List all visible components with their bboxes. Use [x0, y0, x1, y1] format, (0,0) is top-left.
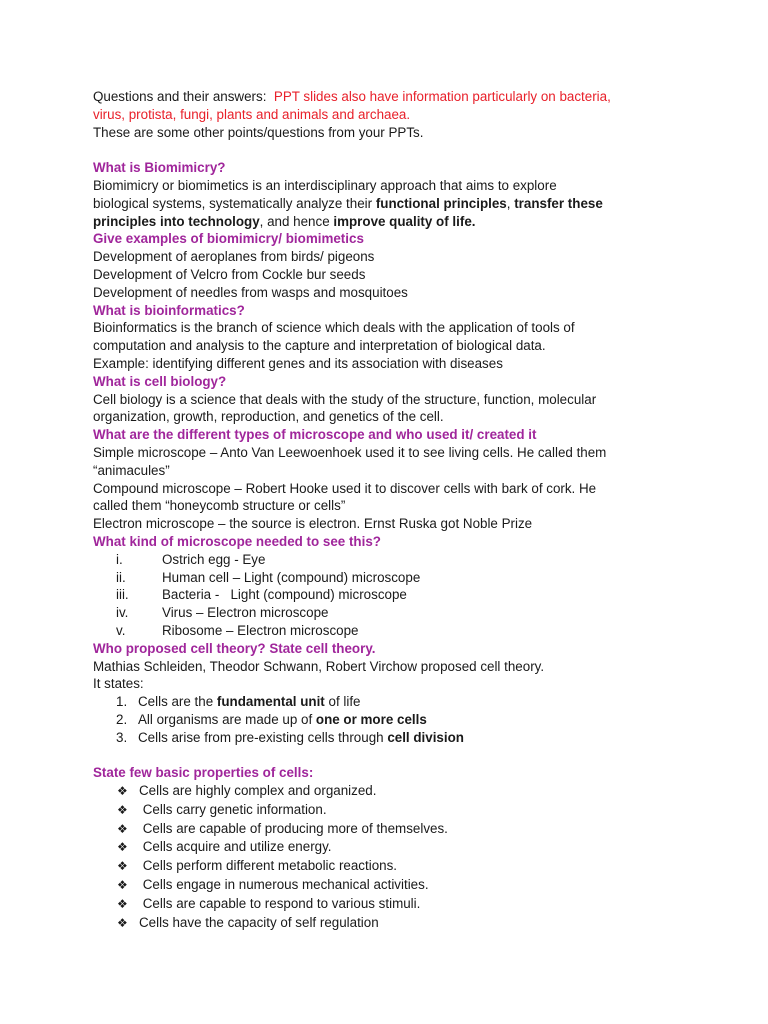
bullet-text: Cells acquire and utilize energy.	[139, 839, 332, 855]
diamond-bullet-icon: ❖	[117, 784, 128, 799]
list-text: Ostrich egg - Eye	[162, 551, 266, 567]
bullet-list-item	[93, 895, 708, 914]
numbered-list-item	[93, 729, 708, 747]
question-cell-properties: State few basic properties of cells:	[93, 765, 314, 781]
question-microscopes: What are the different types of microscope and who used it/ created it	[93, 427, 537, 443]
answer-bold: transfer these	[514, 195, 603, 211]
diamond-bullet-icon: ❖	[117, 915, 128, 930]
list-text: Cells are the	[138, 694, 217, 710]
answer-line: Bioinformatics is the branch of science which deals with the application of tools of	[93, 320, 575, 336]
numbered-list-item	[93, 711, 708, 729]
properties-list	[93, 782, 708, 932]
numbered-list-item	[93, 693, 708, 711]
list-text: Cells arise from pre-existing cells through	[138, 729, 388, 745]
diamond-bullet-icon: ❖	[117, 840, 128, 855]
list-text: Human cell – Light (compound) microscope	[162, 569, 421, 585]
list-numeral: ii.	[116, 569, 126, 585]
bullet-text: Cells are highly complex and organized.	[139, 783, 377, 799]
bullet-text: Cells are capable of producing more of themselves.	[139, 820, 448, 836]
list-bold: fundamental unit	[216, 694, 325, 710]
list-numeral: v.	[116, 622, 126, 638]
diamond-bullet-icon: ❖	[117, 878, 128, 893]
answer-line: Compound microscope – Robert Hooke used it to discover cells with bark of cork. He	[93, 480, 597, 496]
bullet-text: Cells engage in numerous mechanical activities.	[139, 877, 429, 893]
answer-line: Electron microscope – the source is electron. Ernst Ruska got Noble Prize	[93, 516, 533, 532]
bullet-text: Cells are capable to respond to various stimuli.	[139, 895, 421, 911]
list-text: Ribosome – Electron microscope	[162, 622, 359, 638]
answer-line: “animacules”	[93, 462, 170, 478]
list-number: 1.	[116, 694, 128, 710]
bullet-list-item	[93, 782, 708, 801]
example-line: Development of aeroplanes from birds/ pigeons	[93, 249, 375, 265]
spacer	[93, 141, 708, 159]
list-text: of life	[324, 694, 361, 710]
list-numeral: i.	[116, 551, 123, 567]
answer-line: organization, growth, reproduction, and genetics of the cell.	[93, 409, 444, 425]
question-microscope-kind: What kind of microscope needed to see this?	[93, 533, 381, 549]
list-number: 3.	[116, 729, 128, 745]
diamond-bullet-icon: ❖	[117, 859, 128, 874]
diamond-bullet-icon: ❖	[117, 802, 128, 817]
answer-line: Example: identifying different genes and its association with diseases	[93, 355, 503, 371]
spacer	[93, 746, 708, 764]
list-text: All organisms are made up of	[138, 711, 316, 727]
list-bold: one or more cells	[315, 711, 427, 727]
answer-text: biological systems, systematically analyze their	[93, 195, 376, 211]
bullet-text: Cells perform different metabolic reactions.	[139, 858, 398, 874]
diamond-bullet-icon: ❖	[117, 896, 128, 911]
question-cell-theory: Who proposed cell theory? State cell theory.	[93, 640, 376, 656]
bullet-list-item	[93, 876, 708, 895]
intro-note-2: virus, protista, fungi, plants and animals and archaea.	[93, 106, 411, 122]
bullet-text: Cells have the capacity of self regulation	[139, 914, 379, 930]
answer-line: Cell biology is a science that deals with the study of the structure, function, molecular	[93, 391, 597, 407]
question-examples: Give examples of biomimicry/ biomimetics	[93, 231, 364, 247]
intro-line-1	[93, 88, 708, 106]
list-bold: cell division	[387, 729, 464, 745]
question-bioinformatics: What is bioinformatics?	[93, 302, 245, 318]
intro-lead: Questions and their answers:	[93, 89, 267, 104]
bullet-text: Cells carry genetic information.	[139, 801, 327, 817]
answer-bold: functional principles	[375, 195, 507, 211]
answer-line: called them “honeycomb structure or cells”	[93, 498, 346, 514]
answer-line	[93, 195, 708, 213]
answer-line: computation and analysis to the capture and interpretation of biological data.	[93, 338, 546, 354]
roman-list-item	[93, 569, 708, 587]
bullet-list-item	[93, 820, 708, 839]
question-biomimicry: What is Biomimicry?	[93, 160, 226, 176]
answer-line: It states:	[93, 676, 144, 692]
answer-line: Biomimicry or biomimetics is an interdisciplinary approach that aims to explore	[93, 177, 557, 193]
list-number: 2.	[116, 711, 128, 727]
bullet-list-item	[93, 838, 708, 857]
list-text: Virus – Electron microscope	[162, 605, 329, 621]
answer-bold: improve quality of life.	[333, 213, 476, 229]
answer-line	[93, 213, 708, 231]
diamond-bullet-icon: ❖	[117, 821, 128, 836]
answer-line: Mathias Schleiden, Theodor Schwann, Robert Virchow proposed cell theory.	[93, 658, 545, 674]
roman-list-item	[93, 622, 708, 640]
bullet-list-item	[93, 857, 708, 876]
answer-bold: principles into technology	[93, 213, 260, 229]
intro-line-3: These are some other points/questions from your PPTs.	[93, 124, 424, 140]
example-line: Development of Velcro from Cockle bur seeds	[93, 266, 366, 282]
roman-list-item	[93, 604, 708, 622]
list-numeral: iii.	[116, 587, 129, 603]
bullet-list-item	[93, 801, 708, 820]
intro-note: PPT slides also have information particularly on bacteria,	[273, 89, 611, 104]
question-cell-biology: What is cell biology?	[93, 373, 227, 389]
answer-text: ,	[506, 195, 515, 211]
roman-list-item	[93, 551, 708, 569]
example-line: Development of needles from wasps and mosquitoes	[93, 284, 408, 300]
roman-list-item	[93, 586, 708, 604]
answer-line: Simple microscope – Anto Van Leewoenhoek used it to see living cells. He called them	[93, 444, 607, 460]
bullet-list-item	[93, 914, 708, 933]
list-numeral: iv.	[116, 605, 129, 621]
answer-text: , and hence	[259, 213, 334, 229]
list-text: Bacteria - Light (compound) microscope	[162, 587, 407, 603]
